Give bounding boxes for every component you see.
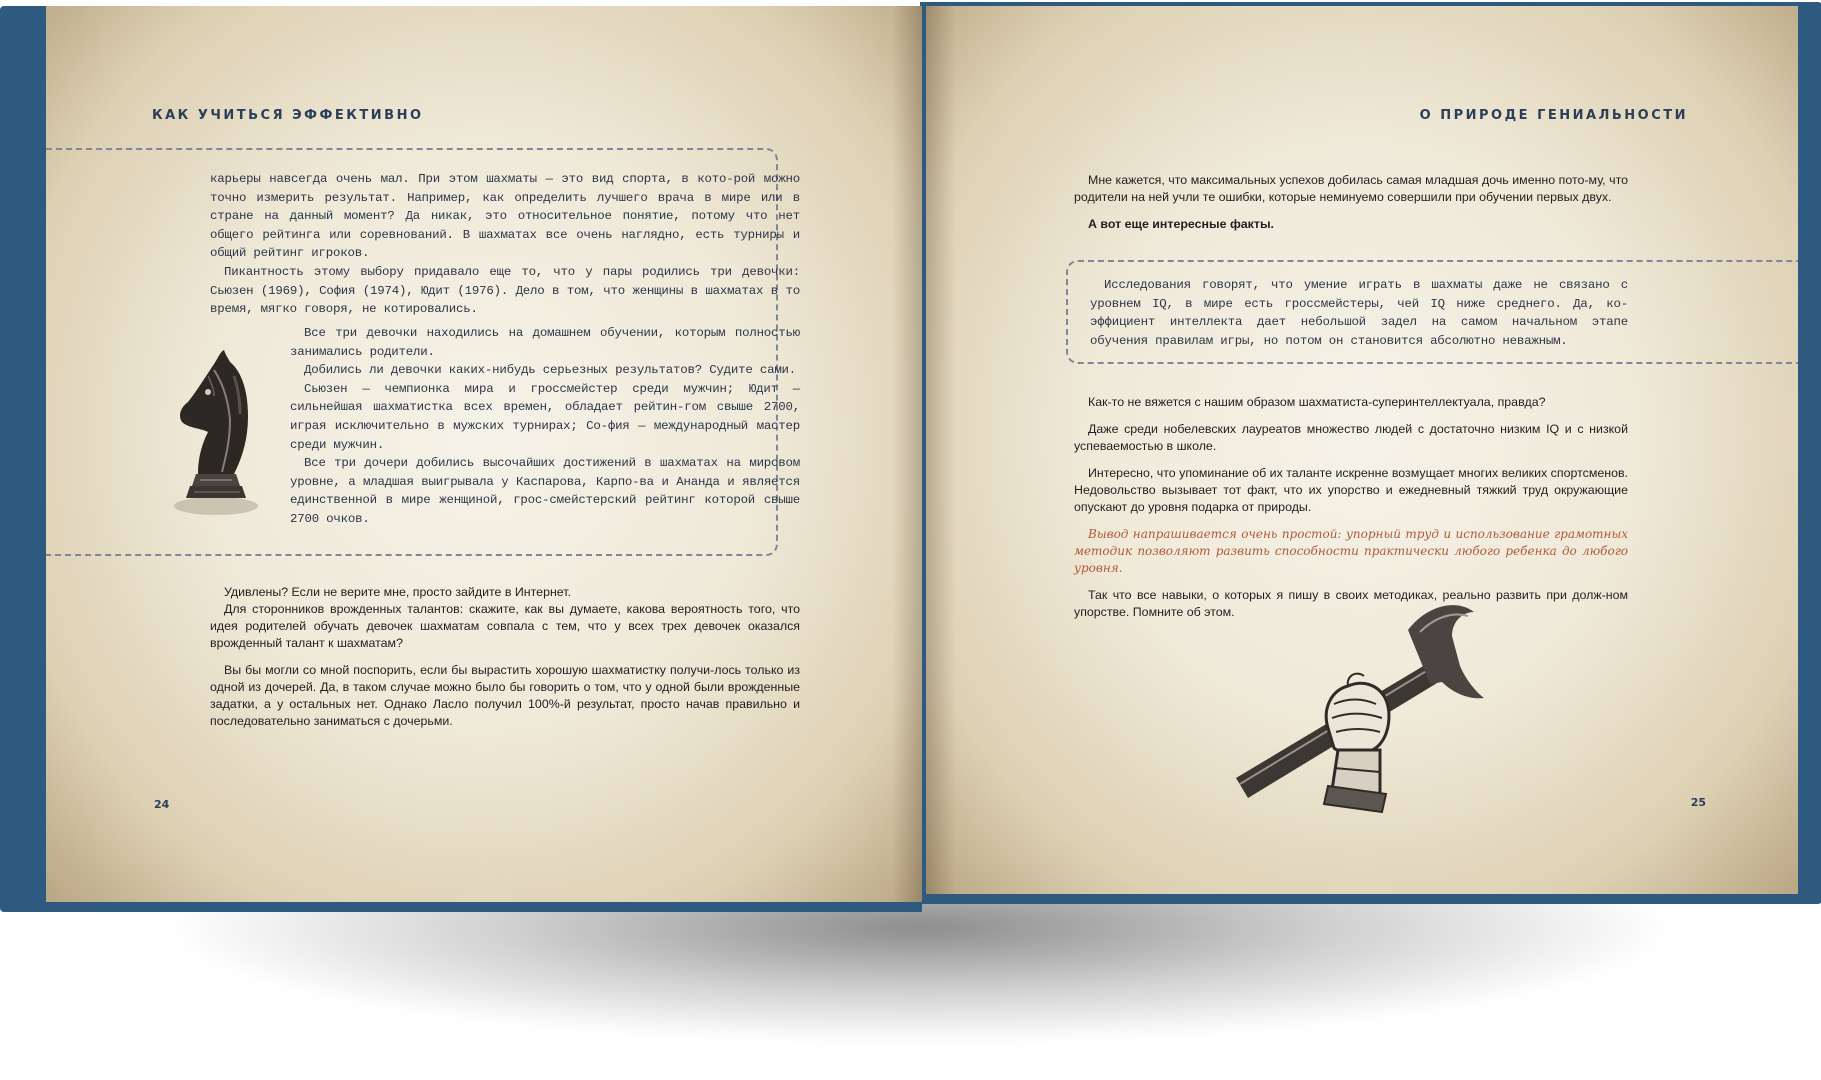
box-paragraph: Все три девочки находились на домашнем обучении, которым полностью занимались родители. — [290, 326, 800, 359]
right-box-text — [1090, 276, 1628, 350]
body-paragraph: Интересно, что упоминание об их таланте искренне возмущает многих великих спортсменов. Недовольство вызывает тот факт, что их упорство и ежедневный тяжкий труд окружающие опускают до уровня подарка от природы. — [1074, 466, 1628, 514]
page-number-left: 24 — [154, 798, 170, 811]
left-running-head: КАК УЧИТЬСЯ ЭФФЕКТИВНО — [152, 108, 424, 123]
body-paragraph: Как-то не вяжется с нашим образом шахматиста-суперинтеллектуала, правда? — [1088, 395, 1546, 409]
body-paragraph: Вы бы могли со мной поспорить, если бы вырастить хорошую шахматистку получи-лось только из одной из дочерей. Да, в таком случае можно было бы говорить о том, что у одной были врожденные задатки, а у остальных нет. Однако Ласло получил 100%-й результат, просто начав правильно и последовательно заниматься с дочерьми. — [210, 663, 800, 728]
body-paragraph: Даже среди нобелевских лауреатов множество людей с достаточно низким IQ и с низкой успеваемостью в школе. — [1074, 422, 1628, 453]
right-running-head: О ПРИРОДЕ ГЕНИАЛЬНОСТИ — [1419, 108, 1688, 123]
left-box-side-text — [290, 324, 800, 529]
hammer-fist-icon — [1230, 600, 1490, 820]
box-paragraph: Все три дочери добились высочайших достижений в шахматах на мировом уровне, а младшая выигрывала у Каспарова, Карпо-ва и Ананда и является единственной в мире женщиной, грос-смейстерский рейтинг которой свыше 2700 очков. — [290, 456, 800, 526]
right-top-text — [1074, 172, 1628, 233]
handwritten-conclusion: Вывод напрашивается очень простой: упорный труд и использование грамотных методик позволяют развить способности практически любого ребенка до любого уровня. — [1074, 527, 1628, 575]
intro-paragraph: Мне кажется, что максимальных успехов добилась самая младшая дочь именно пото-му, что родители на ней учли те ошибки, которые неминуемо совершили при обучении первых двух. — [1074, 173, 1628, 204]
box-paragraph: Добились ли девочки каких-нибудь серьезных результатов? Судите сами. — [304, 363, 797, 378]
body-paragraph: Так что все навыки, о которых я пишу в своих методиках, реально развить при долж-ном упорстве. Помните об этом. — [1074, 588, 1628, 619]
box-paragraph: Исследования говорят, что умение играть в шахматы даже не связано с уровнем IQ, в мире есть гроссмейстеры, чей IQ ниже среднего. Да, ко-эффициент интеллекта дает небольшой задел на самом начальном этапе обучения правилам игры, но потом он становится абсолютно неважным. — [1090, 278, 1628, 348]
bold-line: А вот еще интересные факты. — [1088, 217, 1274, 231]
box-paragraph: Пикантность этому выбору придавало еще то, что у пары родились три девочки: Сьюзен (1969), София (1974), Юдит (1976). Дело в том, что женщины в шахматах в то время, мягко говоря, не котировались. — [210, 264, 800, 317]
left-page — [46, 6, 922, 902]
page-number-right: 25 — [1690, 796, 1706, 809]
body-paragraph: Удивлены? Если не верите мне, просто зайдите в Интернет. — [224, 585, 572, 599]
book-shadow — [180, 890, 1660, 1040]
box-paragraph: карьеры навсегда очень мал. При этом шахматы — это вид спорта, в кото-рой можно точно измерить результат. Например, как определить лучшего врача в мире или в стране на данный момент? Да никак, это относительное понятие, потому что нет общего рейтинга или соревнований. В шахматах все очень наглядно, есть турниры и общий рейтинг игроков. — [210, 172, 800, 261]
body-paragraph: Для сторонников врожденных талантов: скажите, как вы думаете, какова вероятность того, что идея родителей обучать девочек шахматам совпала с тем, что у всех трех девочек оказался врожденный талант к шахматам? — [210, 602, 800, 650]
chess-knight-icon — [164, 336, 264, 536]
left-body-text — [210, 584, 800, 730]
left-box-top-text — [210, 170, 800, 319]
right-page — [926, 6, 1798, 894]
box-paragraph: Сьюзен — чемпионка мира и гроссмейстер среди мужчин; Юдит — сильнейшая шахматистка всех времен, обладает рейтин-гом свыше 2700, играя исключительно в мужских турнирах; Со-фия — международный мастер среди мужчин. — [290, 381, 800, 452]
right-body-text — [1074, 394, 1628, 621]
